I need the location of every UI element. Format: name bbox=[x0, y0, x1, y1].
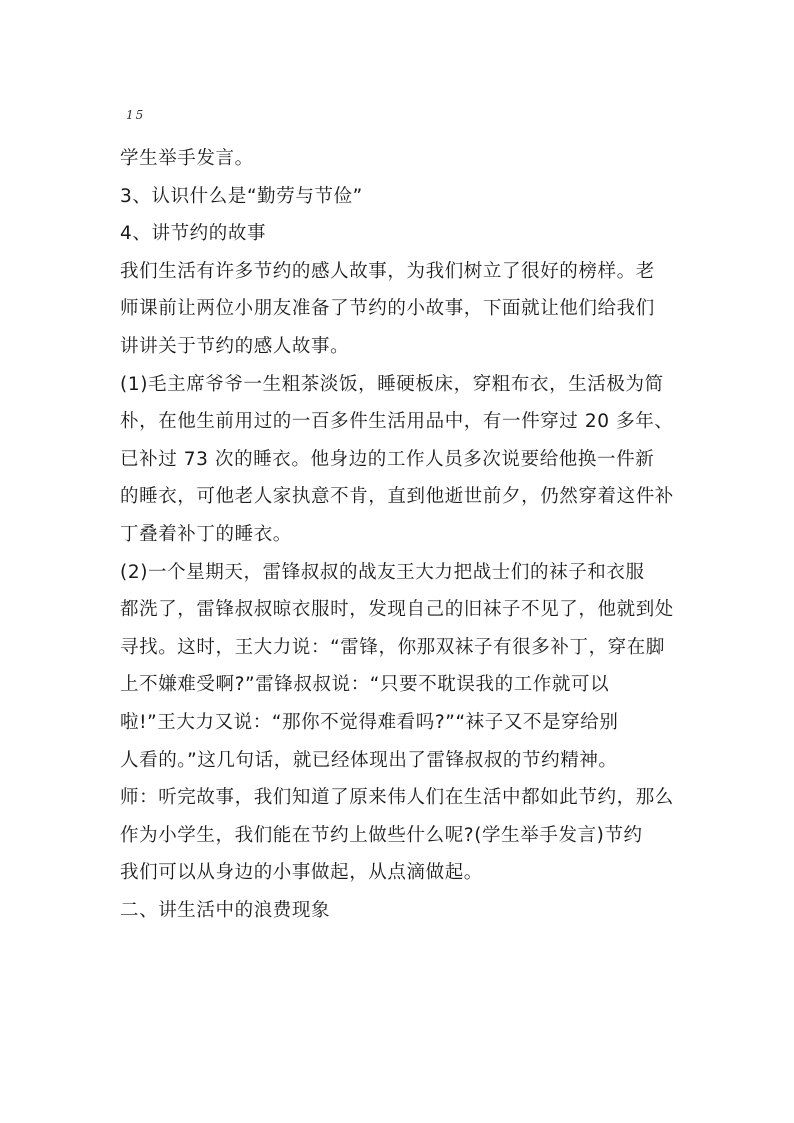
section-heading-2: 二、讲生活中的浪费现象 bbox=[120, 899, 331, 921]
paragraph-line: 学生举手发言。 bbox=[120, 148, 254, 169]
story-2-line: 都洗了，雷锋叔叔晾衣服时，发现自己的旧袜子不见了，他就到处 bbox=[120, 599, 674, 621]
page-number: 15 bbox=[126, 108, 146, 122]
paragraph-line: 讲讲关于节约的感人故事。 bbox=[120, 335, 350, 357]
story-2-line: 寻找。这时，王大力说：“雷锋，你那双袜子有很多补丁，穿在脚 bbox=[120, 636, 665, 658]
section-heading-4: 4、讲节约的故事 bbox=[120, 223, 267, 245]
story-2-line: 啦!”王大力又说：“那你不觉得难看吗?”“袜子又不是穿给别 bbox=[120, 711, 619, 733]
story-1-line: 已补过 73 次的睡衣。他身边的工作人员多次说要给他换一件新 bbox=[120, 448, 655, 470]
story-1-line: 朴，在他生前用过的一百多件生活用品中，有一件穿过 20 多年、 bbox=[120, 411, 674, 433]
section-heading-3: 3、认识什么是“勤劳与节俭” bbox=[120, 185, 363, 207]
story-1-line: 的睡衣，可他老人家执意不肯，直到他逝世前夕，仍然穿着这件补 bbox=[120, 486, 674, 508]
story-1-line: (1)毛主席爷爷一生粗茶淡饭，睡硬板床，穿粗布衣，生活极为简 bbox=[120, 373, 664, 395]
teacher-remark-line: 师：听完故事，我们知道了原来伟人们在生活中都如此节约，那么 bbox=[120, 787, 674, 809]
story-1-line: 丁叠着补丁的睡衣。 bbox=[120, 523, 292, 545]
story-2-line: 上不嫌难受啊?”雷锋叔叔说：“只要不耽误我的工作就可以 bbox=[120, 674, 610, 696]
paragraph-line: 师课前让两位小朋友准备了节约的小故事，下面就让他们给我们 bbox=[120, 298, 655, 320]
document-body bbox=[120, 140, 680, 929]
paragraph-line: 我们生活有许多节约的感人故事，为我们树立了很好的榜样。老 bbox=[120, 260, 655, 282]
story-2-line: (2)一个星期天，雷锋叔叔的战友王大力把战士们的袜子和衣服 bbox=[120, 561, 645, 583]
story-2-line: 人看的。”这几句话，就已经体现出了雷锋叔叔的节约精神。 bbox=[120, 749, 618, 771]
teacher-remark-line: 我们可以从身边的小事做起，从点滴做起。 bbox=[120, 862, 483, 884]
teacher-remark-line: 作为小学生，我们能在节约上做些什么呢?(学生举手发言)节约 bbox=[120, 824, 643, 846]
